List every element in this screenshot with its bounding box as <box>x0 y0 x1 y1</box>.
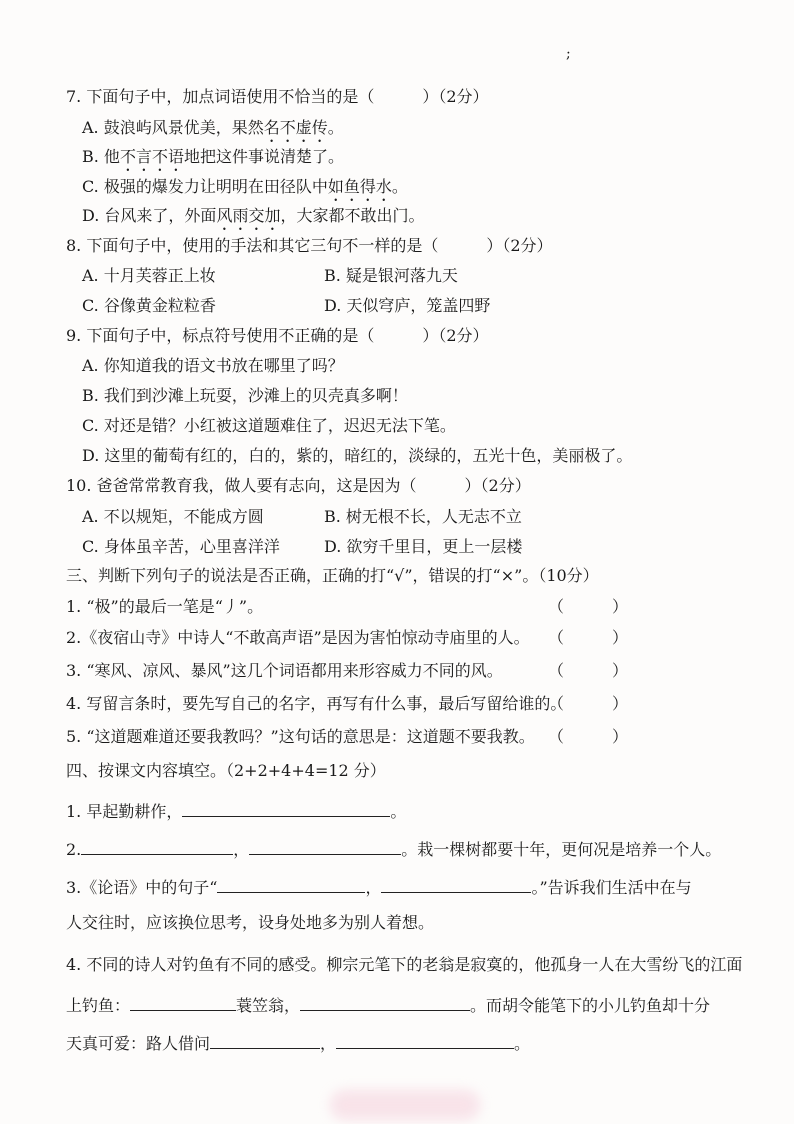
q10-option-b: B. 树无根不长，人无志不立 <box>324 507 522 526</box>
judge-item-4: 4. 写留言条时，要先写自己的名字，再写有什么事，最后写留给谁的。 <box>66 694 567 713</box>
section4-title: 四、按课文内容填空。（2+2+4+4=12 分） <box>66 761 386 780</box>
fill-blank-2a[interactable] <box>81 836 233 855</box>
judge-paren-2[interactable]: （ ） <box>548 628 629 647</box>
q7-option-b: B. 他不言不语地把这件事说清楚了。 <box>82 147 344 166</box>
judge-paren-5[interactable]: （ ） <box>548 727 629 746</box>
fill-blank-3a[interactable] <box>217 874 365 893</box>
judge-item-5: 5. “这道题难道还要我教吗？”这句话的意思是：这道题不要我教。 <box>66 727 535 746</box>
q9-stem: 9. 下面句子中，标点符号使用不正确的是（ ）（2分） <box>66 326 489 345</box>
q9-option-d: D. 这里的葡萄有红的，白的，紫的，暗红的，淡绿的，五光十色，美丽极了。 <box>82 446 633 465</box>
judge-item-3: 3. “寒风、凉风、暴风”这几个词语都用来形容威力不同的风。 <box>66 661 503 680</box>
q8-option-d: D. 天似穹庐，笼盖四野 <box>324 296 491 315</box>
q10-option-d: D. 欲穷千里目，更上一层楼 <box>324 537 523 556</box>
q10-option-c: C. 身体虽辛苦，心里喜洋洋 <box>82 537 280 556</box>
q9-option-a: A. 你知道我的语文书放在哪里了吗？ <box>82 356 344 375</box>
q9-option-b: B. 我们到沙滩上玩耍，沙滩上的贝壳真多啊！ <box>82 386 408 405</box>
judge-paren-1[interactable]: （ ） <box>548 597 629 616</box>
section3-title: 三、判断下列句子的说法是否正确，正确的打“√”，错误的打“×”。（10分） <box>66 566 599 585</box>
q8-stem: 8. 下面句子中，使用的手法和其它三句不一样的是（ ）（2分） <box>66 236 553 255</box>
fill-blank-4b[interactable] <box>300 992 470 1011</box>
fill-blank-4d[interactable] <box>336 1030 514 1049</box>
judge-paren-3[interactable]: （ ） <box>548 661 629 680</box>
corner-mark: ; <box>566 46 571 62</box>
fill-q4-line3: 天真可爱：路人借问 ， 。 <box>66 1030 530 1055</box>
fill-q1: 1. 早起勤耕作， 。 <box>66 798 406 823</box>
pink-smudge <box>330 1090 480 1120</box>
q7-stem: 7. 下面句子中，加点词语使用不恰当的是（ ）（2分） <box>66 87 489 106</box>
judge-paren-4[interactable]: （ ） <box>548 694 629 713</box>
q7-option-c: C. 极强的爆发力让明明在田径队中如鱼得水。 <box>82 177 408 196</box>
q7-option-d: D. 台风来了，外面风雨交加，大家都不敢出门。 <box>82 206 425 225</box>
q10-stem: 10. 爸爸常常教育我，做人要有志向，这是因为（ ）（2分） <box>66 476 531 495</box>
fill-blank-1[interactable] <box>182 798 390 817</box>
fill-q3: 3.《论语》中的句子“ ， 。”告诉我们生活中在与 <box>66 874 692 899</box>
judge-item-2: 2.《夜宿山寺》中诗人“不敢高声语”是因为害怕惊动寺庙里的人。 <box>66 628 530 647</box>
fill-q4-line2: 上钓鱼： 蓑笠翁， 。而胡令能笔下的小儿钓鱼却十分 <box>66 992 710 1017</box>
q8-option-a: A. 十月芙蓉正上妆 <box>82 266 216 285</box>
q8-option-c: C. 谷像黄金粒粒香 <box>82 296 216 315</box>
fill-blank-2b[interactable] <box>249 836 401 855</box>
fill-q4-line1: 4. 不同的诗人对钓鱼有不同的感受。柳宗元笔下的老翁是寂寞的，他孤身一人在大雪纷飞的江面 <box>66 955 743 974</box>
q9-option-c: C. 对还是错？小红被这道题难住了，迟迟无法下笔。 <box>82 416 456 435</box>
judge-item-1: 1. “极”的最后一笔是“丿”。 <box>66 597 264 616</box>
fill-q3-line2: 人交往时，应该换位思考，设身处地多为别人着想。 <box>66 913 435 932</box>
fill-q2: 2. ， 。栽一棵树都要十年，更何况是培养一个人。 <box>66 836 721 861</box>
q10-option-a: A. 不以规矩，不能成方圆 <box>82 507 264 526</box>
q7-option-a: A. 鼓浪屿风景优美，果然名不虚传。 <box>82 118 344 137</box>
fill-blank-4c[interactable] <box>210 1030 320 1049</box>
fill-blank-4a[interactable] <box>130 992 236 1011</box>
fill-blank-3b[interactable] <box>381 874 531 893</box>
q8-option-b: B. 疑是银河落九天 <box>324 266 458 285</box>
